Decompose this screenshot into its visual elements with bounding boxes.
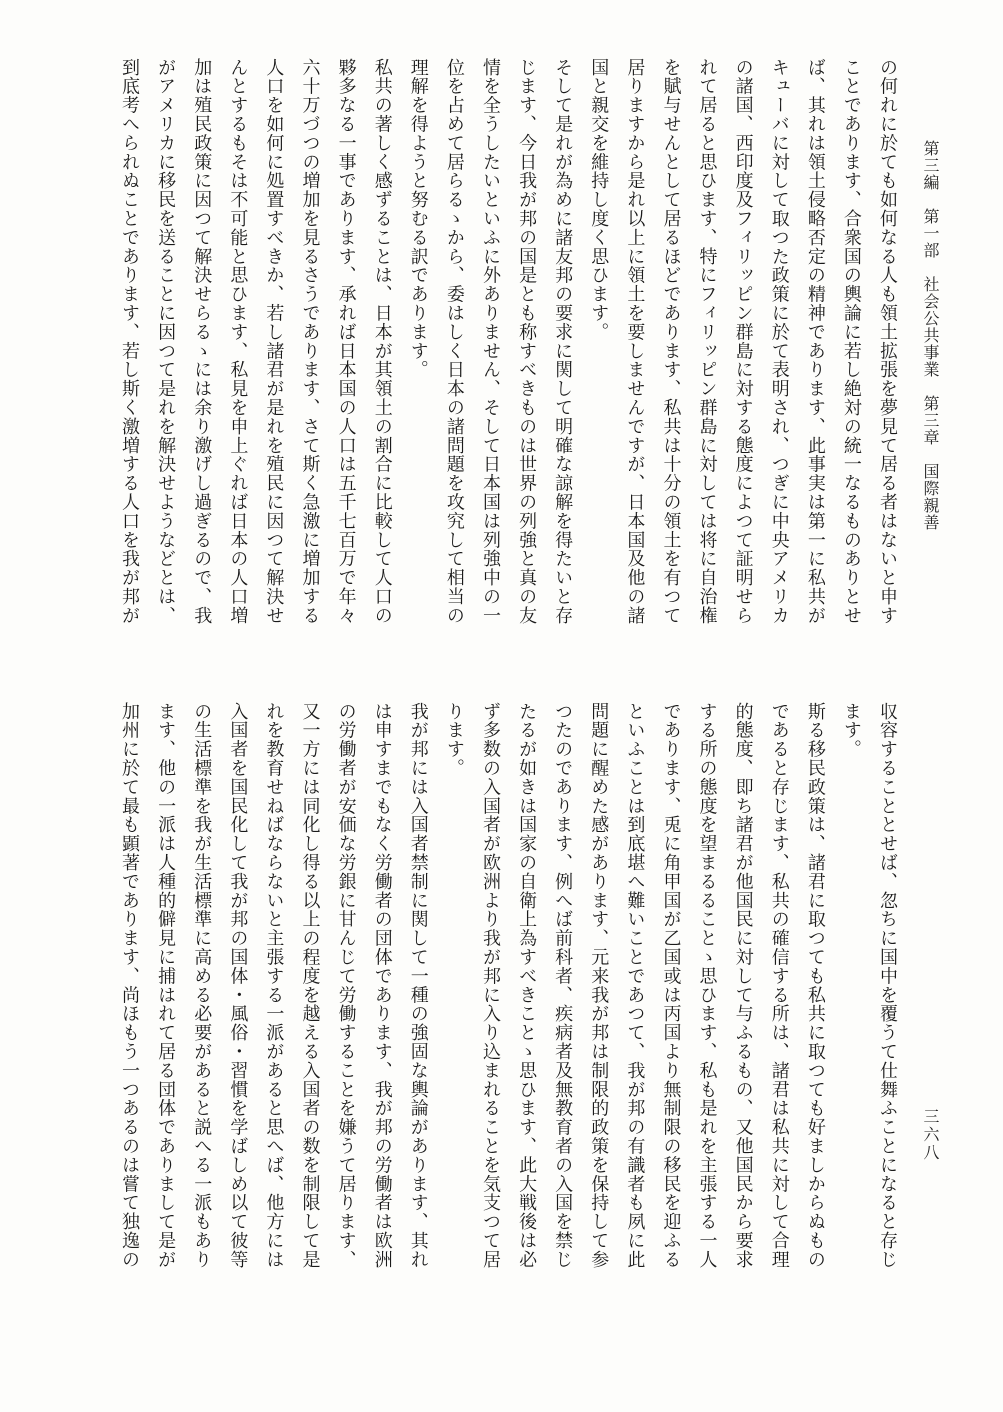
text-column: 理解を得ようと努むる訳であります。 bbox=[407, 58, 429, 380]
text-column: は申すまでもなく労働者の団体であります、我が邦の労働者は欧洲 bbox=[371, 702, 393, 1269]
text-column: の生活標準を我が生活標準に高める必要があると説へる一派もあり bbox=[191, 702, 213, 1269]
text-column: の諸国、西印度及フィリッピン群島に対する態度によつて証明せら bbox=[732, 58, 754, 625]
text-column: 我が邦には入国者禁制に関して一種の強固な輿論があります、其れ bbox=[407, 702, 429, 1269]
text-column: 位を占めて居らるゝから、委はしく日本の諸問題を攻究して相当の bbox=[443, 58, 465, 625]
upper-text-block bbox=[93, 58, 905, 688]
text-column: 私共の著しく感ずることは、日本が其領土の割合に比較して人口の bbox=[371, 58, 393, 625]
text-column: の何れに於ても如何なる人も領土拡張を夢見て居る者はないと申す bbox=[877, 58, 898, 625]
text-column: がアメリカに移民を送ることに因つて是れを解決せようなどとは、 bbox=[155, 58, 177, 625]
running-head: 第三編 第一部 社会公共事業 第三章 国際親善 bbox=[921, 140, 940, 531]
text-column: 居りますから是れ以上に領土を要しませんですが、日本国及他の諸 bbox=[624, 58, 646, 625]
text-column: キューバに対して取つた政策に於て表明され、つぎに中央アメリカ bbox=[768, 58, 790, 625]
text-column: 国と親交を維持し度く思ひます。 bbox=[588, 58, 610, 342]
text-column: を賦与せんとして居るほどであります、私共は十分の領土を有つて bbox=[660, 58, 682, 625]
text-column: そして是れが為めに諸友邦の要求に関して明確な諒解を得たいと存 bbox=[552, 58, 574, 625]
text-column: ことであります、合衆国の輿論に若し絶対の統一なるものありとせ bbox=[840, 58, 862, 625]
text-column: 人口を如何に処置すべきか、若し諸君が是れを殖民に因つて解決せ bbox=[263, 58, 285, 625]
text-column: ます。 bbox=[840, 702, 862, 759]
text-column: 又一方には同化し得る以上の程度を越える入国者の数を制限して是 bbox=[299, 702, 321, 1269]
text-column: つたのであります、例へば前科者、疾病者及無教育者の入国を禁じ bbox=[552, 702, 574, 1269]
text-column: する所の態度を望まるることゝ思ひます、私も是れを主張する一人 bbox=[696, 702, 718, 1269]
text-column: ず多数の入国者が欧洲より我が邦に入り込まれることを気支つて居 bbox=[479, 702, 501, 1269]
text-column: の労働者が安価な労銀に甘んじて労働することを嫌うて居ります、 bbox=[335, 702, 357, 1269]
text-column: 情を全うしたいといふに外ありません、そして日本国は列強中の一 bbox=[479, 58, 501, 625]
text-column: 入国者を国民化して我が邦の国体・風俗・習慣を学ばしめ以て彼等 bbox=[227, 702, 249, 1269]
text-column: 到底考へられぬことであります、若し斯く激増する人口を我が邦が bbox=[119, 58, 141, 625]
text-column: 夥多なる一事であります、承れば日本国の人口は五千七百万で年々 bbox=[335, 58, 357, 625]
text-column: じます、今日我が邦の国是とも称すべきものは世界の列強と真の友 bbox=[516, 58, 538, 625]
text-column: であります、兎に角甲国が乙国或は丙国より無制限の移民を迎ふる bbox=[660, 702, 682, 1269]
text-column: 的態度、即ち諸君が他国民に対して与ふるもの、又他国民から要求 bbox=[732, 702, 754, 1269]
text-column: れて居ると思ひます、特にフィリッピン群島に対しては将に自治権 bbox=[696, 58, 718, 625]
text-column: んとするもそは不可能と思ひます、私見を申上ぐれば日本の人口増 bbox=[227, 58, 249, 625]
text-column: 加州に於て最も顕著であります、尚ほもう一つあるのは嘗て独逸の bbox=[119, 702, 141, 1269]
lower-text-block bbox=[93, 702, 905, 1394]
text-column: といふことは到底堪へ難いことであつて、我が邦の有識者も夙に此 bbox=[624, 702, 646, 1269]
text-column: 六十万づつの増加を見るさうであります、さて斯く急激に増加する bbox=[299, 58, 321, 625]
text-column: であると存じます、私共の確信する所は、諸君は私共に対して合理 bbox=[768, 702, 790, 1269]
text-column: 収容することとせば、忽ちに国中を覆うて仕舞ふことになると存じ bbox=[877, 702, 898, 1269]
page-number: 三六八 bbox=[921, 1108, 940, 1162]
text-column: たるが如きは国家の自衛上為すべきことゝ思ひます、此大戦後は必 bbox=[516, 702, 538, 1269]
text-column: ます、他の一派は人種的僻見に捕はれて居る団体でありまして是が bbox=[155, 702, 177, 1269]
text-column: 加は殖民政策に因つて解決せらるゝには余り激げし過ぎるので、我 bbox=[191, 58, 213, 625]
text-column: 斯る移民政策は、諸君に取つても私共に取つても好ましからぬもの bbox=[804, 702, 826, 1269]
text-column: ば、其れは領土侵略否定の精神であります、此事実は第一に私共が bbox=[804, 58, 826, 625]
text-column: 問題に醒めた感があります、元来我が邦は制限的政策を保持して参 bbox=[588, 702, 610, 1269]
text-column: れを教育せねばならないと主張する一派があると思へば、他方には bbox=[263, 702, 285, 1269]
text-column: ります。 bbox=[443, 702, 465, 778]
